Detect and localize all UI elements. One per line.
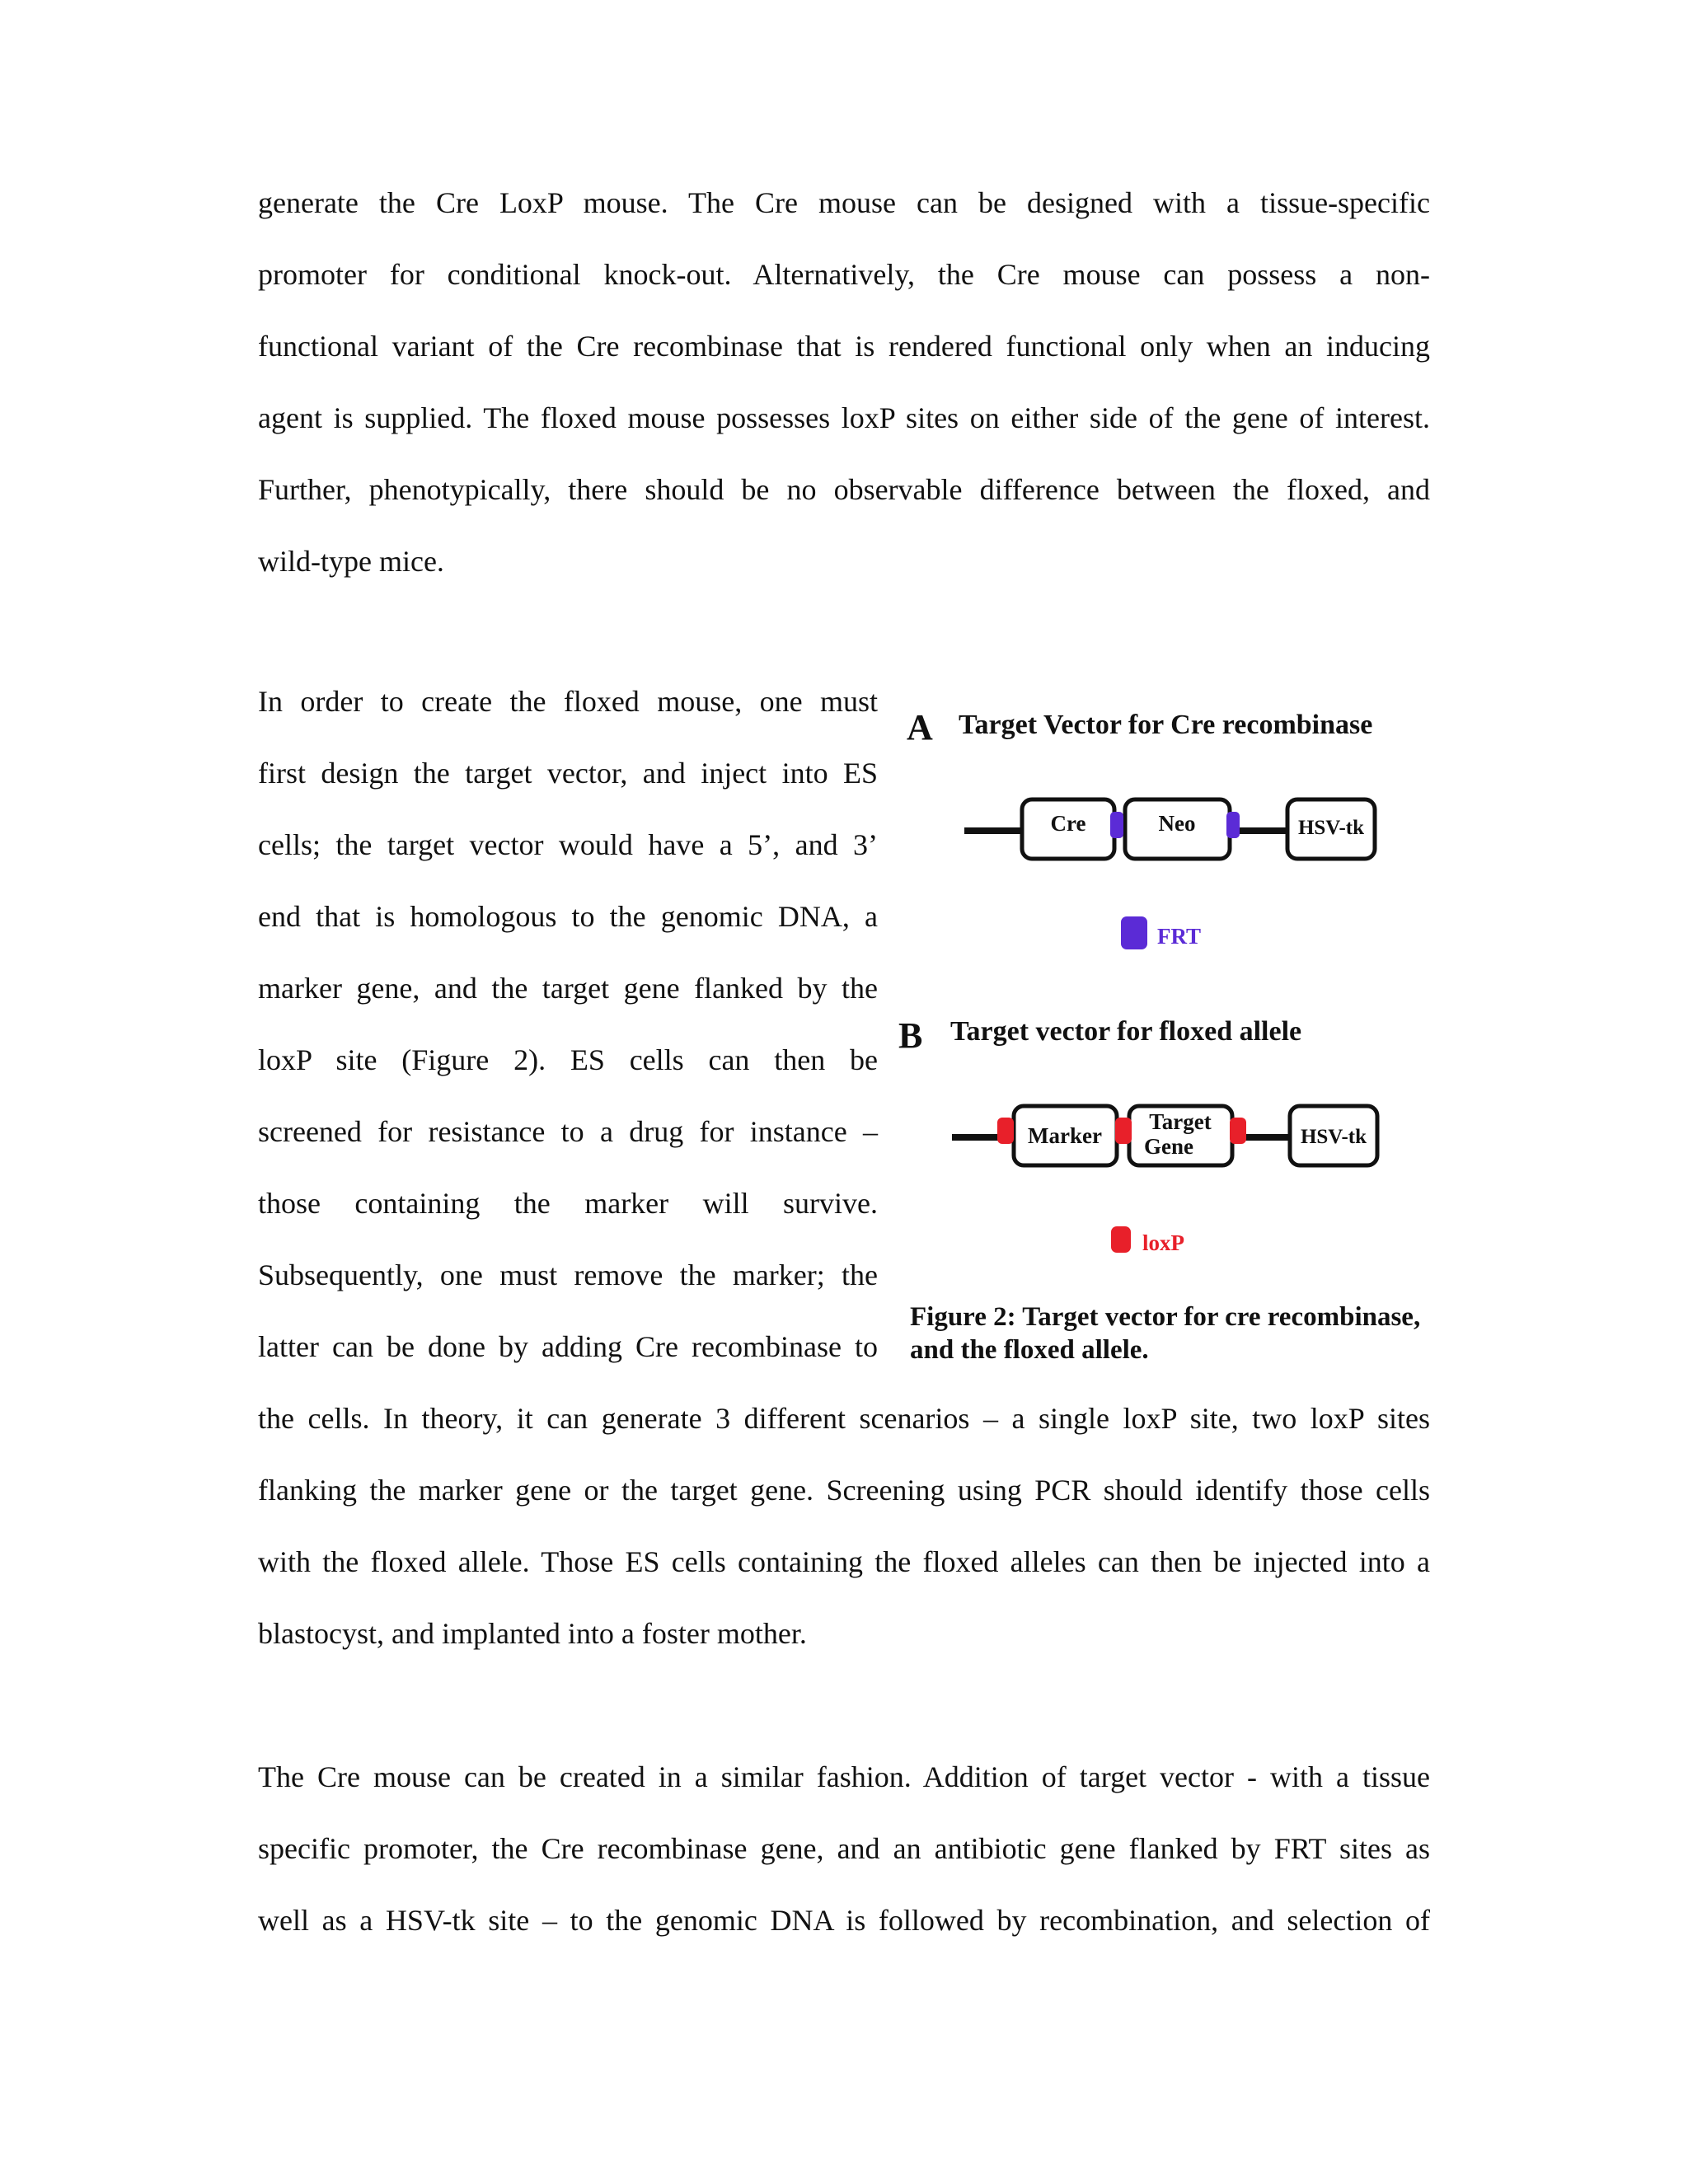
- text-line: blastocyst, and implanted into a foster mother.: [258, 1617, 807, 1650]
- figure-caption: [910, 1301, 1470, 1366]
- figure-caption-line-1: Figure 2: Target vector for cre recombinase,: [910, 1302, 1421, 1332]
- text-line: first design the target vector, and inject into ES: [258, 757, 878, 790]
- panel-a-title: Target Vector for Cre recombinase: [959, 710, 1373, 740]
- frt-site-1: [1110, 812, 1123, 838]
- panel-b-hsvtk-label: HSV-tk: [1300, 1126, 1367, 1148]
- text-line: cells; the target vector would have a 5’, and 3’: [258, 828, 878, 861]
- paragraph-1: [258, 167, 1430, 598]
- frt-legend-swatch: [1121, 916, 1147, 949]
- text-line: marker gene, and the target gene flanked by the: [258, 972, 878, 1005]
- paragraph-2-wrapped: [258, 666, 878, 1383]
- loxp-site-2: [1115, 1118, 1132, 1144]
- loxp-site-3: [1230, 1118, 1246, 1144]
- paragraph-3: [258, 1741, 1430, 1957]
- panel-b-letter: B: [898, 1015, 923, 1056]
- text-line: promoter for conditional knock-out. Alternatively, the Cre mouse can possess a non-: [258, 258, 1430, 291]
- frt-legend-label: FRT: [1157, 924, 1202, 949]
- text-line: functional variant of the Cre recombinase that is rendered functional only when an inducing: [258, 330, 1430, 363]
- text-line: with the floxed allele. Those ES cells containing the floxed alleles can then be injected into a: [258, 1545, 1430, 1578]
- figure-caption-line-2: and the floxed allele.: [910, 1335, 1149, 1365]
- text-line: In order to create the floxed mouse, one must: [258, 685, 878, 718]
- text-line: the cells. In theory, it can generate 3 different scenarios – a single loxP site, two loxP sites: [258, 1402, 1430, 1435]
- panel-b-marker-label: Marker: [1028, 1123, 1102, 1148]
- panel-a-hsvtk-label: HSV-tk: [1297, 817, 1365, 839]
- panel-b-target-label-line1: Target: [1149, 1109, 1212, 1134]
- paragraph-2-full: [258, 1383, 1430, 1670]
- panel-b-target-label-line2: Gene: [1144, 1134, 1193, 1159]
- text-line: generate the Cre LoxP mouse. The Cre mouse can be designed with a tissue-specific: [258, 186, 1430, 219]
- loxp-legend-label: loxP: [1142, 1230, 1184, 1255]
- text-line: loxP site (Figure 2). ES cells can then be: [258, 1043, 878, 1076]
- text-line: latter can be done by adding Cre recombinase to: [258, 1330, 878, 1363]
- text-line: The Cre mouse can be created in a similar fashion. Addition of target vector - with a tissue: [258, 1760, 1430, 1793]
- text-line: those containing the marker will survive.: [258, 1187, 878, 1220]
- loxp-site-1: [997, 1118, 1014, 1144]
- figure-2-diagram: [898, 692, 1467, 1294]
- loxp-legend-swatch: [1111, 1226, 1131, 1253]
- text-line: specific promoter, the Cre recombinase gene, and an antibiotic gene flanked by FRT sites as: [258, 1832, 1430, 1865]
- text-line: Further, phenotypically, there should be no observable difference between the floxed, and: [258, 473, 1430, 506]
- panel-a-neo-label: Neo: [1158, 811, 1196, 836]
- text-line: well as a HSV-tk site – to the genomic DNA is followed by recombination, and selection of: [258, 1904, 1430, 1937]
- text-line: Subsequently, one must remove the marker; the: [258, 1258, 878, 1291]
- panel-b-title: Target vector for floxed allele: [950, 1016, 1302, 1047]
- text-line: end that is homologous to the genomic DNA, a: [258, 900, 878, 933]
- text-line: agent is supplied. The floxed mouse possesses loxP sites on either side of the gene of interest.: [258, 401, 1430, 434]
- panel-a-letter: A: [907, 707, 933, 748]
- panel-a-cre-label: Cre: [1050, 811, 1086, 836]
- text-line: flanking the marker gene or the target gene. Screening using PCR should identify those cells: [258, 1474, 1430, 1507]
- figure-2: [898, 692, 1467, 1376]
- frt-site-2: [1226, 812, 1240, 838]
- text-line: wild-type mice.: [258, 545, 444, 578]
- text-line: screened for resistance to a drug for instance –: [258, 1115, 878, 1148]
